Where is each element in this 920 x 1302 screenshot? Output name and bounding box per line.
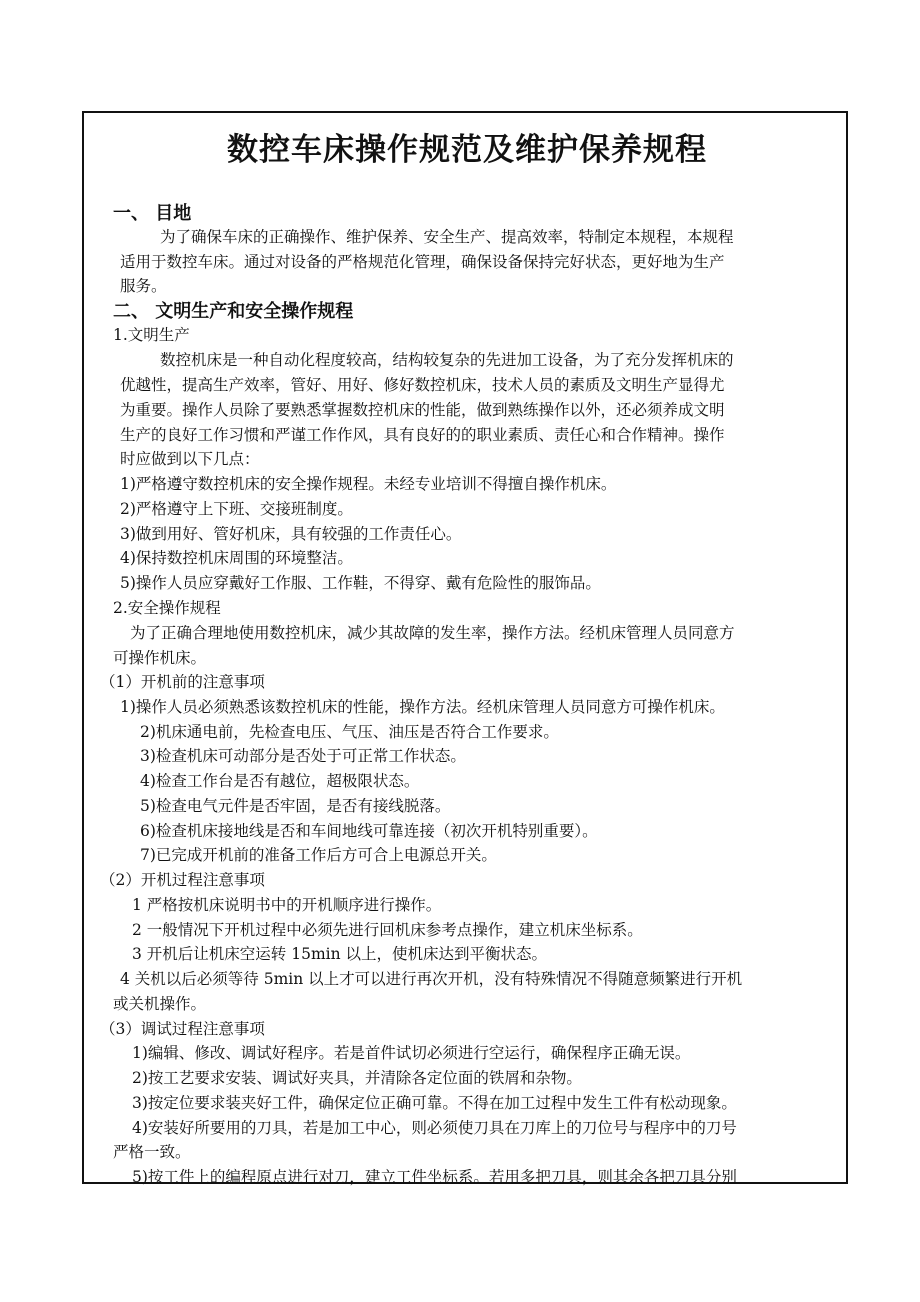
list-item: 4)保持数控机床周围的环境整洁。 — [120, 549, 353, 567]
sub1-para-line: 优越性，提高生产效率，管好、用好、修好数控机床，技术人员的素质及文明生产显得尤 — [120, 376, 725, 394]
sub1-para-line: 数控机床是一种自动化程度较高，结构较复杂的先进加工设备，为了充分发挥机床的 — [160, 351, 734, 369]
sub1-para-line: 生产的良好工作习惯和严谨工作作风，具有良好的的职业素质、责任心和合作精神。操作 — [120, 426, 725, 444]
list-item: 或关机操作。 — [113, 995, 207, 1013]
list-item: 7)已完成开机前的准备工作后方可合上电源总开关。 — [140, 846, 497, 864]
list-item: 5)按工件上的编程原点进行对刀，建立工件坐标系。若用多把刀具，则其余各把刀具分别 — [132, 1168, 737, 1186]
list-item: 2)按工艺要求安装、调试好夹具，并清除各定位面的铁屑和杂物。 — [132, 1069, 582, 1087]
sub1-para-line: 为重要。操作人员除了要熟悉掌握数控机床的性能，做到熟练操作以外，还必须养成文明 — [120, 401, 725, 419]
sub1-para-line: 时应做到以下几点： — [120, 450, 260, 468]
list-item: 5)操作人员应穿戴好工作服、工作鞋，不得穿、戴有危险性的服饰品。 — [120, 574, 601, 592]
list-item: 1 严格按机床说明书中的开机顺序进行操作。 — [132, 896, 442, 914]
list-item: 严格一致。 — [113, 1143, 191, 1161]
list-item: 3)检查机床可动部分是否处于可正常工作状态。 — [140, 747, 466, 765]
list-item: 1)操作人员必须熟悉该数控机床的性能，操作方法。经机床管理人员同意方可操作机床。 — [120, 698, 725, 716]
list-item: 4)安装好所要用的刀具，若是加工中心，则必须使刀具在刀库上的刀位号与程序中的刀号 — [132, 1119, 737, 1137]
list-item: 3 开机后让机床空运转 15min 以上，使机床达到平衡状态。 — [132, 945, 548, 963]
sub2-para-line: 为了正确合理地使用数控机床，减少其故障的发生率，操作方法。经机床管理人员同意方 — [130, 624, 735, 642]
document-title: 数控车床操作规范及维护保养规程 — [227, 132, 707, 168]
part-title: （1）开机前的注意事项 — [100, 673, 265, 691]
section-1-para-line: 服务。 — [120, 277, 167, 295]
list-item: 2)严格遵守上下班、交接班制度。 — [120, 500, 353, 518]
list-item: 6)检查机床接地线是否和车间地线可靠连接（初次开机特别重要）。 — [140, 822, 598, 840]
section-1-para-line: 为了确保车床的正确操作、维护保养、安全生产、提高效率，特制定本规程，本规程 — [160, 228, 734, 246]
list-item: 5)检查电气元件是否牢固，是否有接线脱落。 — [140, 797, 451, 815]
list-item: 1)严格遵守数控机床的安全操作规程。未经专业培训不得擅自操作机床。 — [120, 475, 617, 493]
subsection-title: 1.文明生产 — [113, 326, 190, 344]
subsection-title: 2.安全操作规程 — [113, 599, 221, 617]
list-item: 4 关机以后必须等待 5min 以上才可以进行再次开机，没有特殊情况不得随意频繁进行开机 — [120, 970, 743, 988]
list-item: 1)编辑、修改、调试好程序。若是首件试切必须进行空运行，确保程序正确无误。 — [132, 1044, 691, 1062]
part-title: （3）调试过程注意事项 — [100, 1020, 265, 1038]
list-item: 3)按定位要求装夹好工件，确保定位正确可靠。不得在加工过程中发生工件有松动现象。 — [132, 1094, 737, 1112]
part-title: （2）开机过程注意事项 — [100, 871, 265, 889]
section-1-heading: 一、 目地 — [113, 203, 192, 224]
section-1-para-line: 适用于数控车床。通过对设备的严格规范化管理，确保设备保持完好状态，更好地为生产 — [120, 253, 725, 271]
list-item: 3)做到用好、管好机床，具有较强的工作责任心。 — [120, 525, 462, 543]
section-2-heading: 二、 文明生产和安全操作规程 — [113, 301, 354, 322]
list-item: 2 一般情况下开机过程中必须先进行回机床参考点操作，建立机床坐标系。 — [132, 921, 643, 939]
list-item: 2)机床通电前，先检查电压、气压、油压是否符合工作要求。 — [140, 723, 559, 741]
sub2-para-line: 可操作机床。 — [113, 649, 207, 667]
list-item: 4)检查工作台是否有越位，超极限状态。 — [140, 772, 420, 790]
